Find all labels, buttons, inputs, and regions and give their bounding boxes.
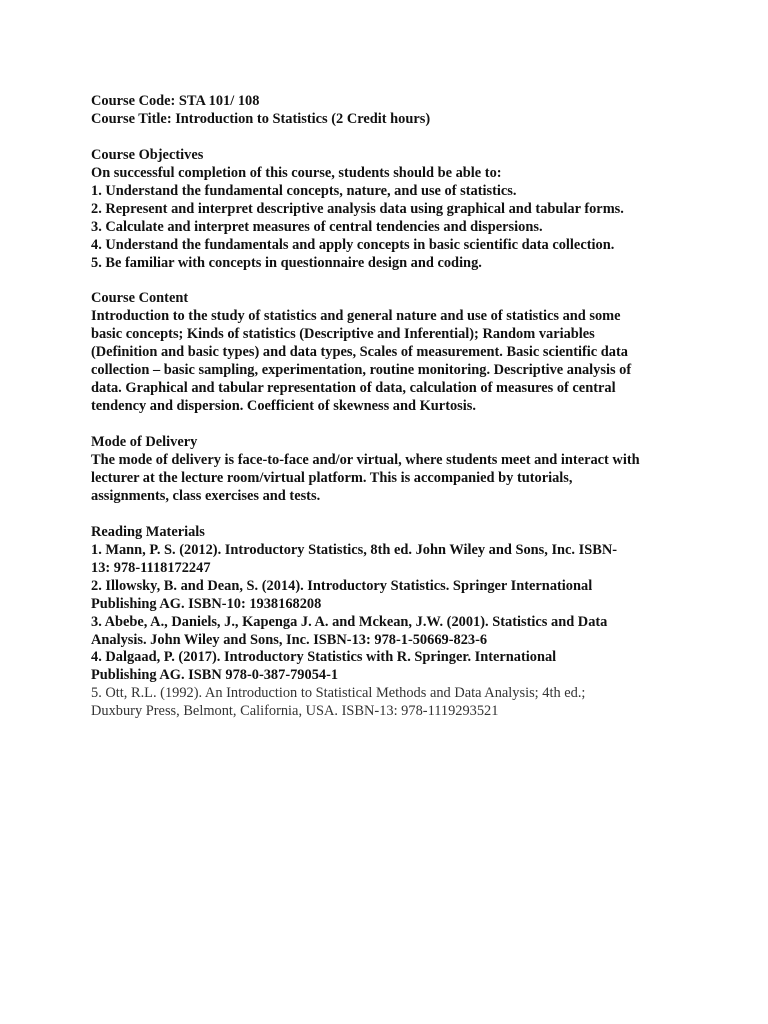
objective-item: 2. Represent and interpret descriptive analysis data using graphical and tabular forms. [91,200,624,217]
delivery-line: lecturer at the lecture room/virtual platform. This is accompanied by tutorials, [91,469,573,486]
reading-line-plain: Duxbury Press, Belmont, California, USA. ISBN-13: 978-1119293521 [91,703,499,720]
reading-line: 4. Dalgaad, P. (2017). Introductory Statistics with R. Springer. International [91,649,557,666]
delivery-line: assignments, class exercises and tests. [91,487,321,504]
objectives-heading: Course Objectives [91,146,204,163]
spacer [91,416,691,434]
content-line: data. Graphical and tabular representation of data, calculation of measures of central [91,380,616,397]
reading-line: 1. Mann, P. S. (2012). Introductory Statistics, 8th ed. John Wiley and Sons, Inc. ISBN- [91,541,618,558]
objectives-section [91,147,691,273]
reading-line: Analysis. John Wiley and Sons, Inc. ISBN-13: 978-1-50669-823-6 [91,631,488,648]
reading-heading: Reading Materials [91,523,205,540]
content-line: tendency and dispersion. Coefficient of skewness and Kurtosis. [91,398,476,415]
objective-item: 4. Understand the fundamentals and apply concepts in basic scientific data collection. [91,236,615,253]
spacer [91,506,691,524]
objectives-intro: On successful completion of this course, students should be able to: [91,164,502,181]
content-line: collection – basic sampling, experimentation, routine monitoring. Descriptive analysis of [91,362,632,379]
spacer [91,273,691,291]
document-page [91,93,691,721]
delivery-heading: Mode of Delivery [91,434,198,451]
course-code: Course Code: STA 101/ 108 [91,93,260,109]
reading-line: Publishing AG. ISBN 978-0-387-79054-1 [91,667,339,684]
reading-line: 13: 978-1118172247 [91,559,211,576]
delivery-line: The mode of delivery is face-to-face and/or virtual, where students meet and interact with [91,452,640,469]
delivery-section [91,434,691,506]
reading-line-plain: 5. Ott, R.L. (1992). An Introduction to Statistical Methods and Data Analysis; 4th ed.; [91,685,586,702]
reading-line: 2. Illowsky, B. and Dean, S. (2014). Introductory Statistics. Springer International [91,577,593,594]
course-title: Course Title: Introduction to Statistics (2 Credit hours) [91,110,431,127]
content-line: (Definition and basic types) and data types, Scales of measurement. Basic scientific data [91,344,628,361]
content-section [91,290,691,416]
reading-line: 3. Abebe, A., Daniels, J., Kapenga J. A. and Mckean, J.W. (2001). Statistics and Data [91,613,608,630]
spacer [91,129,691,147]
objective-item: 5. Be familiar with concepts in questionnaire design and coding. [91,254,482,271]
course-header [91,93,691,129]
objective-item: 1. Understand the fundamental concepts, nature, and use of statistics. [91,182,517,199]
content-heading: Course Content [91,290,189,307]
objective-item: 3. Calculate and interpret measures of central tendencies and dispersions. [91,218,543,235]
content-line: Introduction to the study of statistics and general nature and use of statistics and some [91,308,621,325]
reading-line: Publishing AG. ISBN-10: 1938168208 [91,595,322,612]
content-line: basic concepts; Kinds of statistics (Descriptive and Inferential); Random variables [91,326,595,343]
reading-section [91,524,691,721]
